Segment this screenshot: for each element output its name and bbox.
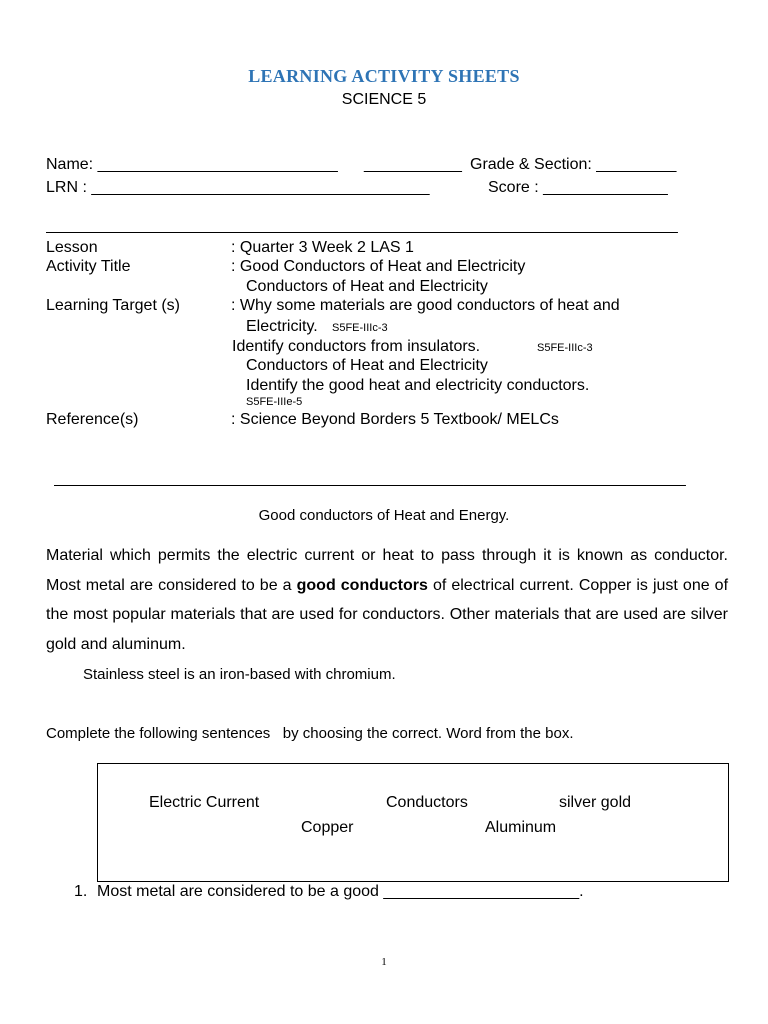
section-heading: Good conductors of Heat and Energy. [258,507,510,524]
word-electric-current: Electric Current [149,794,260,811]
word-box [97,763,729,882]
score-field: Score : ______________ [488,179,668,196]
name-field-label: Name: ___________________________ [46,156,338,173]
reference-value: : Science Beyond Borders 5 Textbook/ MELCs [231,411,559,428]
intro-paragraph-text-2: of electrical current. Copper is just one of the most popular materials that are used for conductors. Other materials that are used are silver gold and aluminum. [46,576,729,653]
word-copper: Copper [301,819,354,836]
competency-code-3: S5FE-IIIe-5 [246,396,303,408]
lrn-field: LRN : ______________________________________ [46,179,430,196]
competency-code-1: S5FE-IIIc-3 [332,322,388,334]
activity-title-label: Activity Title [46,258,131,275]
name-field-blank: ___________ [364,156,462,173]
learning-target-line-2: Electricity. [246,318,318,335]
sheet-title: LEARNING ACTIVITY SHEETS [248,66,520,86]
question-1-text: Most metal are considered to be a good ______________________. [97,883,584,900]
intro-paragraph-text-1: Material which permits the electric current or heat to pass through it is known as conductor. Most metal are considered to be a [46,547,728,594]
activity-title-value: : Good Conductors of Heat and Electricity [231,258,526,275]
word-conductors: Conductors [386,794,468,811]
intro-paragraph [46,541,728,659]
learning-target-line-5: Identify the good heat and electricity conductors. [246,377,590,394]
separator-top: _______________________________________________________________________ [46,217,678,234]
activity-title-value-2: Conductors of Heat and Electricity [246,278,488,295]
reference-label: Reference(s) [46,411,139,428]
sheet-subtitle: SCIENCE 5 [341,91,427,108]
page-number: 1 [381,956,387,968]
grade-section-field: Grade & Section: _________ [470,156,677,173]
lesson-value: : Quarter 3 Week 2 LAS 1 [231,239,414,256]
learning-target-label: Learning Target (s) [46,297,180,314]
question-1-number: 1. [74,883,88,900]
learning-target-line-4: Conductors of Heat and Electricity [246,357,488,374]
separator-bottom: _______________________________________________________________________ [54,470,686,487]
learning-target-line-3: Identify conductors from insulators. [232,338,481,355]
instruction-text: Complete the following sentences by choosing the correct. Word from the box. [46,725,574,742]
word-aluminum: Aluminum [485,819,557,836]
competency-code-2: S5FE-IIIc-3 [537,342,593,354]
stainless-steel-note: Stainless steel is an iron-based with chromium. [83,666,396,683]
word-silver-gold: silver gold [559,794,632,811]
learning-target-line-1: : Why some materials are good conductors of heat and [231,297,620,314]
lesson-label: Lesson [46,239,98,256]
intro-paragraph-emphasis: good conductors [296,576,428,594]
